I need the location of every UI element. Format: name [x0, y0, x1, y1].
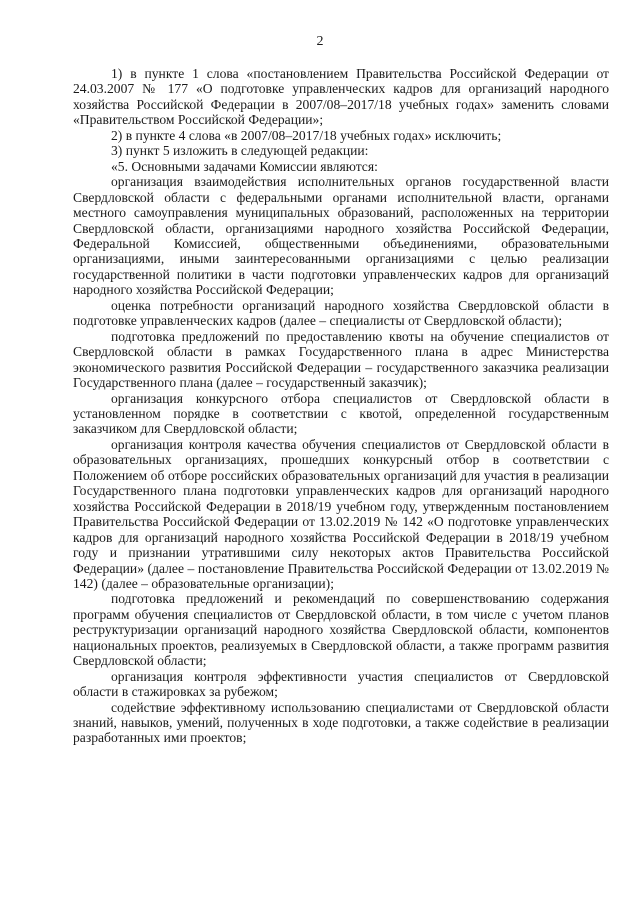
paragraph-task-quality-control: организация контроля качества обучения специалистов от Свердловской области в образовательных организациях, прошедших конкурсный отбор в соответствии с Положением об отборе российских образовательных организаций для участия в реализации Государственного плана подготовки управленческих кадров для организаций народного хозяйства Российской Федерации в 2018/19 учебном году, утвержденным постановлением Правительства Российской Федерации от 13.02.2019 № 142 «О подготовке управленческих кадров для организаций народного хозяйства Российской Федерации в 2018/19 учебном году и признании утратившими силу некоторых актов Правительства Российской Федерации» (далее – постановление Правительства Российской Федерации от 13.02.2019 № 142) (далее – образовательные организации); — [73, 436, 609, 591]
paragraph-task-knowledge-use: содействие эффективному использованию специалистами от Свердловской области знаний, навыков, умений, полученных в ходе подготовки, а также содействие в реализации разработанных ими проектов; — [73, 699, 609, 746]
paragraph-task-program-improvement: подготовка предложений и рекомендаций по совершенствованию содержания программ обучения специалистов от Свердловской области, в том числе с учетом планов реструктуризации организаций народного хозяйства Свердловской области, компонентов национальных проектов, реализуемых в Свердловской области, а также программ развития Свердловской области; — [73, 591, 609, 669]
paragraph-task-needs-assessment: оценка потребности организаций народного хозяйства Свердловской области в подготовке управленческих кадров (далее – специалисты от Свердловской области); — [73, 297, 609, 329]
document-body — [73, 66, 609, 746]
paragraph-item-1-amendment: 1) в пункте 1 слова «постановлением Правительства Российской Федерации от 24.03.2007 № 177 «О подготовке управленческих кадров для организаций народного хозяйства Российской Федерации в 2007/08–2017/18 учебных годах» заменить словами «Правительством Российской Федерации»; — [73, 66, 609, 128]
paragraph-item-2-amendment: 2) в пункте 4 слова «в 2007/08–2017/18 учебных годах» исключить; — [111, 127, 502, 143]
paragraph-task-competitive-selection: организация конкурсного отбора специалистов от Свердловской области в установленном порядке в соответствии с квотой, определенной государственным заказчиком для Свердловской области; — [73, 390, 609, 437]
paragraph-task-internship-control: организация контроля эффективности участия специалистов от Свердловской области в стажировках за рубежом; — [73, 668, 609, 700]
paragraph-task-interaction: организация взаимодействия исполнительных органов государственной власти Свердловской области с федеральными органами исполнительной власти, органами местного самоуправления муниципальных образований, расположенных на территории Свердловской области, организациями народного хозяйства Российской Федерации, Федеральной Комиссией, общественными объединениями, образовательными организациями, иными заинтересованными организациями с целью реализации государственной политики в части подготовки управленческих кадров для организаций народного хозяйства Российской Федерации; — [73, 174, 609, 298]
page-number: 2 — [316, 34, 324, 49]
paragraph-task-quota-proposals: подготовка предложений по предоставлению квоты на обучение специалистов от Свердловской области в рамках Государственного плана в адрес Министерства экономического развития Российской Федерации – государственного заказчика реализации Государственного плана (далее – государственный заказчик); — [73, 328, 609, 391]
paragraph-section-5-intro: «5. Основными задачами Комиссии являются: — [111, 158, 378, 174]
paragraph-item-3-amendment: 3) пункт 5 изложить в следующей редакции: — [111, 143, 369, 159]
